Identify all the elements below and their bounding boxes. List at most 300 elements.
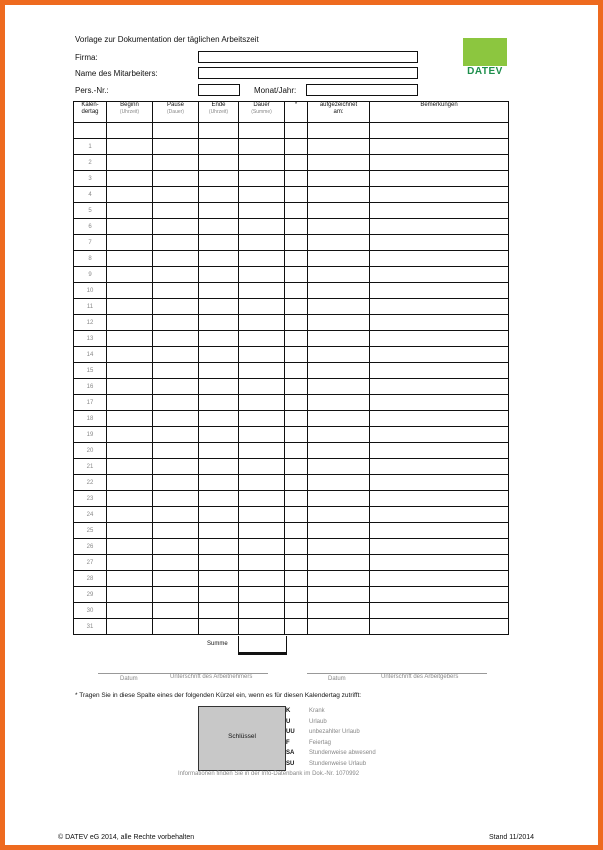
- table-cell[interactable]: [153, 203, 199, 219]
- table-cell[interactable]: [285, 571, 308, 587]
- table-cell[interactable]: [308, 379, 370, 395]
- table-cell[interactable]: [199, 395, 239, 411]
- table-cell[interactable]: [285, 427, 308, 443]
- table-row: [74, 267, 509, 283]
- table-row: [74, 331, 509, 347]
- day-number: 7: [74, 235, 107, 251]
- table-cell[interactable]: [308, 443, 370, 459]
- table-cell[interactable]: [199, 235, 239, 251]
- table-cell[interactable]: [199, 171, 239, 187]
- table-cell[interactable]: [153, 491, 199, 507]
- table-cell[interactable]: [308, 187, 370, 203]
- table-cell[interactable]: [370, 459, 509, 475]
- table-cell[interactable]: [153, 395, 199, 411]
- date-caption-left: Datum: [120, 676, 138, 682]
- table-cell[interactable]: [308, 331, 370, 347]
- key-box: [198, 706, 286, 771]
- table-cell[interactable]: [74, 123, 107, 139]
- table-cell[interactable]: [199, 539, 239, 555]
- table-cell[interactable]: [153, 603, 199, 619]
- table-cell[interactable]: [285, 555, 308, 571]
- table-cell[interactable]: [153, 347, 199, 363]
- table-row: [74, 587, 509, 603]
- table-cell[interactable]: [370, 363, 509, 379]
- table-cell[interactable]: [370, 347, 509, 363]
- table-cell[interactable]: [308, 283, 370, 299]
- table-cell[interactable]: [370, 139, 509, 155]
- table-cell[interactable]: [308, 139, 370, 155]
- table-cell[interactable]: [199, 283, 239, 299]
- table-cell[interactable]: [107, 347, 153, 363]
- table-cell[interactable]: [239, 299, 285, 315]
- table-cell[interactable]: [107, 395, 153, 411]
- table-cell[interactable]: [107, 427, 153, 443]
- table-cell[interactable]: [285, 523, 308, 539]
- table-cell[interactable]: [370, 235, 509, 251]
- table-cell[interactable]: [199, 427, 239, 443]
- table-cell[interactable]: [199, 587, 239, 603]
- column-header-label: Bemerkungen: [420, 102, 458, 108]
- table-cell[interactable]: [107, 491, 153, 507]
- table-cell[interactable]: [107, 219, 153, 235]
- table-row: [74, 459, 509, 475]
- table-cell[interactable]: [370, 219, 509, 235]
- table-row: [74, 475, 509, 491]
- table-cell[interactable]: [239, 539, 285, 555]
- column-header: [153, 102, 199, 123]
- table-cell[interactable]: [285, 411, 308, 427]
- table-cell[interactable]: [107, 523, 153, 539]
- table-cell[interactable]: [285, 251, 308, 267]
- table-row: [74, 491, 509, 507]
- table-cell[interactable]: [370, 507, 509, 523]
- table-cell[interactable]: [308, 347, 370, 363]
- day-number: 6: [74, 219, 107, 235]
- table-cell[interactable]: [285, 171, 308, 187]
- table-cell[interactable]: [239, 603, 285, 619]
- table-row: [74, 411, 509, 427]
- table-cell[interactable]: [199, 379, 239, 395]
- table-cell[interactable]: [239, 251, 285, 267]
- table-cell[interactable]: [153, 123, 199, 139]
- day-number: 27: [74, 555, 107, 571]
- table-cell[interactable]: [199, 139, 239, 155]
- table-cell[interactable]: [199, 459, 239, 475]
- table-cell[interactable]: [285, 619, 308, 635]
- table-cell[interactable]: [199, 363, 239, 379]
- table-cell[interactable]: [308, 587, 370, 603]
- table-cell[interactable]: [285, 187, 308, 203]
- table-cell[interactable]: [153, 619, 199, 635]
- day-number: 10: [74, 283, 107, 299]
- key-code: UU: [286, 729, 295, 735]
- table-cell[interactable]: [239, 459, 285, 475]
- table-cell[interactable]: [239, 507, 285, 523]
- table-cell[interactable]: [153, 443, 199, 459]
- table-cell[interactable]: [308, 363, 370, 379]
- table-cell[interactable]: [239, 331, 285, 347]
- table-row: [74, 507, 509, 523]
- table-cell[interactable]: [107, 187, 153, 203]
- table-cell[interactable]: [199, 123, 239, 139]
- table-cell[interactable]: [199, 443, 239, 459]
- table-row: [74, 603, 509, 619]
- table-cell[interactable]: [107, 251, 153, 267]
- table-row: [74, 299, 509, 315]
- table-cell[interactable]: [199, 155, 239, 171]
- table-cell[interactable]: [370, 283, 509, 299]
- table-cell[interactable]: [239, 443, 285, 459]
- key-box-label: Schlüssel: [228, 733, 256, 740]
- table-cell[interactable]: [107, 475, 153, 491]
- table-cell[interactable]: [285, 331, 308, 347]
- table-cell[interactable]: [153, 139, 199, 155]
- table-row: [74, 235, 509, 251]
- table-cell[interactable]: [153, 331, 199, 347]
- table-cell[interactable]: [239, 571, 285, 587]
- table-cell[interactable]: [199, 267, 239, 283]
- table-cell[interactable]: [308, 267, 370, 283]
- table-cell[interactable]: [370, 395, 509, 411]
- table-cell[interactable]: [153, 155, 199, 171]
- persnr-field[interactable]: [198, 84, 240, 96]
- table-cell[interactable]: [285, 139, 308, 155]
- table-cell[interactable]: [199, 555, 239, 571]
- table-cell[interactable]: [285, 203, 308, 219]
- table-cell[interactable]: [308, 491, 370, 507]
- table-cell[interactable]: [239, 379, 285, 395]
- table-cell[interactable]: [199, 187, 239, 203]
- table-cell[interactable]: [370, 171, 509, 187]
- day-number: 21: [74, 459, 107, 475]
- table-cell[interactable]: [285, 363, 308, 379]
- table-cell[interactable]: [107, 283, 153, 299]
- table-cell[interactable]: [153, 267, 199, 283]
- table-row: [74, 379, 509, 395]
- table-cell[interactable]: [199, 219, 239, 235]
- table-cell[interactable]: [308, 155, 370, 171]
- table-cell[interactable]: [370, 491, 509, 507]
- table-cell[interactable]: [285, 155, 308, 171]
- table-cell[interactable]: [153, 459, 199, 475]
- day-number: 14: [74, 347, 107, 363]
- key-code: SU: [286, 760, 295, 767]
- table-cell[interactable]: [239, 267, 285, 283]
- table-cell[interactable]: [153, 315, 199, 331]
- day-number: 8: [74, 251, 107, 267]
- table-cell[interactable]: [370, 427, 509, 443]
- table-cell[interactable]: [285, 443, 308, 459]
- table-cell[interactable]: [199, 203, 239, 219]
- table-cell[interactable]: [239, 139, 285, 155]
- table-cell[interactable]: [199, 507, 239, 523]
- table-cell[interactable]: [370, 203, 509, 219]
- day-number: 28: [74, 571, 107, 587]
- key-description: Stundenweise abwesend: [309, 750, 376, 756]
- table-cell[interactable]: [153, 251, 199, 267]
- table-row: [74, 539, 509, 555]
- table-cell[interactable]: [239, 587, 285, 603]
- key-code: U: [286, 718, 291, 725]
- table-cell[interactable]: [308, 603, 370, 619]
- table-cell[interactable]: [308, 507, 370, 523]
- day-number: 19: [74, 427, 107, 443]
- day-number: 12: [74, 315, 107, 331]
- table-row: [74, 203, 509, 219]
- copyright-footer: © DATEV eG 2014, alle Rechte vorbehalten: [58, 834, 195, 841]
- table-cell[interactable]: [107, 603, 153, 619]
- day-number: 30: [74, 603, 107, 619]
- table-cell[interactable]: [239, 219, 285, 235]
- table-cell[interactable]: [370, 523, 509, 539]
- table-cell[interactable]: [153, 411, 199, 427]
- table-cell[interactable]: [370, 123, 509, 139]
- column-header: [239, 102, 285, 123]
- table-cell[interactable]: [199, 331, 239, 347]
- table-cell[interactable]: [308, 315, 370, 331]
- info-note: Informationen finden Sie in der Info-Datenbank im Dok.-Nr. 1070992: [178, 771, 360, 777]
- table-cell[interactable]: [107, 267, 153, 283]
- table-cell[interactable]: [107, 459, 153, 475]
- stand-footer: Stand 11/2014: [489, 834, 535, 841]
- employer-signature-caption: Unterschrift des Arbeitgebers: [381, 674, 459, 680]
- table-cell[interactable]: [107, 299, 153, 315]
- table-cell[interactable]: [107, 155, 153, 171]
- table-cell[interactable]: [153, 427, 199, 443]
- table-cell[interactable]: [153, 507, 199, 523]
- table-row: [74, 427, 509, 443]
- table-cell[interactable]: [199, 299, 239, 315]
- table-cell[interactable]: [239, 155, 285, 171]
- table-cell[interactable]: [199, 619, 239, 635]
- table-cell[interactable]: [107, 139, 153, 155]
- table-cell[interactable]: [370, 379, 509, 395]
- table-cell[interactable]: [107, 555, 153, 571]
- table-cell[interactable]: [107, 539, 153, 555]
- table-cell[interactable]: [153, 475, 199, 491]
- table-cell[interactable]: [308, 523, 370, 539]
- table-cell[interactable]: [370, 555, 509, 571]
- column-header-label: *: [294, 102, 298, 108]
- day-number: 17: [74, 395, 107, 411]
- table-cell[interactable]: [153, 363, 199, 379]
- column-header: [107, 102, 153, 123]
- table-cell[interactable]: [239, 283, 285, 299]
- table-cell[interactable]: [153, 187, 199, 203]
- table-cell[interactable]: [153, 379, 199, 395]
- table-cell[interactable]: [107, 411, 153, 427]
- table-row: [74, 139, 509, 155]
- table-cell[interactable]: [285, 459, 308, 475]
- table-cell[interactable]: [308, 539, 370, 555]
- table-cell[interactable]: [370, 331, 509, 347]
- table-cell[interactable]: [153, 235, 199, 251]
- table-cell[interactable]: [370, 571, 509, 587]
- table-cell[interactable]: [239, 347, 285, 363]
- table-cell[interactable]: [239, 123, 285, 139]
- sum-field[interactable]: [238, 636, 287, 655]
- table-cell[interactable]: [199, 411, 239, 427]
- table-cell[interactable]: [239, 555, 285, 571]
- table-cell[interactable]: [239, 523, 285, 539]
- table-cell[interactable]: [107, 315, 153, 331]
- table-cell[interactable]: [239, 619, 285, 635]
- table-row: [74, 363, 509, 379]
- table-cell[interactable]: [107, 443, 153, 459]
- table-cell[interactable]: [308, 219, 370, 235]
- table-cell[interactable]: [199, 315, 239, 331]
- employee-name-field[interactable]: [198, 67, 418, 79]
- table-cell[interactable]: [107, 235, 153, 251]
- table-cell[interactable]: [370, 267, 509, 283]
- day-number: 1: [74, 139, 107, 155]
- month-year-field[interactable]: [306, 84, 418, 96]
- table-cell[interactable]: [308, 235, 370, 251]
- table-cell[interactable]: [285, 491, 308, 507]
- table-cell[interactable]: [370, 539, 509, 555]
- legend-note: * Tragen Sie in diese Spalte eines der folgenden Kürzel ein, wenn es für diesen Kalendertag zutrifft:: [75, 692, 362, 699]
- table-cell[interactable]: [199, 347, 239, 363]
- table-cell[interactable]: [107, 363, 153, 379]
- table-row: [74, 523, 509, 539]
- key-code: K: [286, 708, 291, 714]
- table-cell[interactable]: [285, 587, 308, 603]
- table-cell[interactable]: [107, 123, 153, 139]
- firma-field[interactable]: [198, 51, 418, 63]
- table-cell[interactable]: [153, 587, 199, 603]
- table-cell[interactable]: [370, 251, 509, 267]
- column-header-unit: (Uhrzeit): [208, 109, 229, 115]
- day-number: 20: [74, 443, 107, 459]
- table-cell[interactable]: [308, 123, 370, 139]
- table-cell[interactable]: [370, 155, 509, 171]
- month-year-label: Monat/Jahr:: [254, 86, 297, 95]
- table-cell[interactable]: [370, 587, 509, 603]
- table-cell[interactable]: [370, 411, 509, 427]
- table-cell[interactable]: [239, 187, 285, 203]
- table-cell[interactable]: [239, 475, 285, 491]
- table-cell[interactable]: [285, 219, 308, 235]
- employee-signature-caption: Unterschrift des Arbeitnehmers: [170, 674, 253, 680]
- table-cell[interactable]: [153, 283, 199, 299]
- table-cell[interactable]: [370, 475, 509, 491]
- table-cell[interactable]: [107, 619, 153, 635]
- table-cell[interactable]: [308, 411, 370, 427]
- table-cell[interactable]: [308, 251, 370, 267]
- table-cell[interactable]: [285, 315, 308, 331]
- table-cell[interactable]: [370, 619, 509, 635]
- table-cell[interactable]: [239, 171, 285, 187]
- table-cell[interactable]: [107, 571, 153, 587]
- key-code: F: [286, 739, 290, 746]
- table-cell[interactable]: [285, 603, 308, 619]
- table-row: [74, 123, 509, 139]
- table-cell[interactable]: [199, 523, 239, 539]
- table-body: [74, 123, 509, 635]
- table-cell[interactable]: [370, 315, 509, 331]
- table-cell[interactable]: [308, 555, 370, 571]
- table-cell[interactable]: [107, 379, 153, 395]
- table-cell[interactable]: [308, 475, 370, 491]
- table-row: [74, 283, 509, 299]
- persnr-label: Pers.-Nr.:: [75, 86, 109, 95]
- table-cell[interactable]: [308, 395, 370, 411]
- day-number: 22: [74, 475, 107, 491]
- table-cell[interactable]: [285, 507, 308, 523]
- table-cell[interactable]: [285, 123, 308, 139]
- table-cell[interactable]: [153, 171, 199, 187]
- page-title: Vorlage zur Dokumentation der täglichen Arbeitszeit: [75, 35, 259, 44]
- table-cell[interactable]: [153, 219, 199, 235]
- table-cell[interactable]: [308, 571, 370, 587]
- table-cell[interactable]: [285, 283, 308, 299]
- table-cell[interactable]: [239, 235, 285, 251]
- table-cell[interactable]: [285, 539, 308, 555]
- table-row: [74, 555, 509, 571]
- table-cell[interactable]: [308, 459, 370, 475]
- table-cell[interactable]: [285, 395, 308, 411]
- table-cell[interactable]: [153, 571, 199, 587]
- table-cell[interactable]: [308, 203, 370, 219]
- day-number: 9: [74, 267, 107, 283]
- table-cell[interactable]: [285, 379, 308, 395]
- table-cell[interactable]: [107, 331, 153, 347]
- table-cell[interactable]: [153, 523, 199, 539]
- table-cell[interactable]: [199, 491, 239, 507]
- day-number: 16: [74, 379, 107, 395]
- column-header-label: aufgezeichnet am:: [319, 102, 358, 115]
- table-cell[interactable]: [239, 411, 285, 427]
- day-number: 18: [74, 411, 107, 427]
- column-header: [285, 102, 308, 123]
- table-cell[interactable]: [239, 427, 285, 443]
- table-cell[interactable]: [199, 475, 239, 491]
- table-cell[interactable]: [285, 267, 308, 283]
- day-number: 25: [74, 523, 107, 539]
- table-cell[interactable]: [308, 427, 370, 443]
- table-cell[interactable]: [370, 299, 509, 315]
- table-cell[interactable]: [239, 395, 285, 411]
- table-cell[interactable]: [308, 171, 370, 187]
- key-description: unbezahlter Urlaub: [309, 729, 360, 735]
- table-cell[interactable]: [107, 587, 153, 603]
- table-cell[interactable]: [308, 619, 370, 635]
- table-cell[interactable]: [308, 299, 370, 315]
- table-cell[interactable]: [199, 603, 239, 619]
- table-cell[interactable]: [370, 603, 509, 619]
- table-cell[interactable]: [285, 475, 308, 491]
- table-cell[interactable]: [285, 235, 308, 251]
- table-row: [74, 315, 509, 331]
- table-row: [74, 347, 509, 363]
- table-cell[interactable]: [199, 251, 239, 267]
- table-cell[interactable]: [239, 315, 285, 331]
- table-cell[interactable]: [153, 299, 199, 315]
- table-cell[interactable]: [107, 203, 153, 219]
- table-cell[interactable]: [370, 187, 509, 203]
- table-cell[interactable]: [285, 347, 308, 363]
- table-cell[interactable]: [153, 555, 199, 571]
- table-cell[interactable]: [370, 443, 509, 459]
- table-cell[interactable]: [107, 507, 153, 523]
- table-cell[interactable]: [153, 539, 199, 555]
- table-cell[interactable]: [239, 363, 285, 379]
- table-cell[interactable]: [239, 491, 285, 507]
- table-cell[interactable]: [239, 203, 285, 219]
- table-cell[interactable]: [107, 171, 153, 187]
- table-cell[interactable]: [285, 299, 308, 315]
- table-cell[interactable]: [199, 571, 239, 587]
